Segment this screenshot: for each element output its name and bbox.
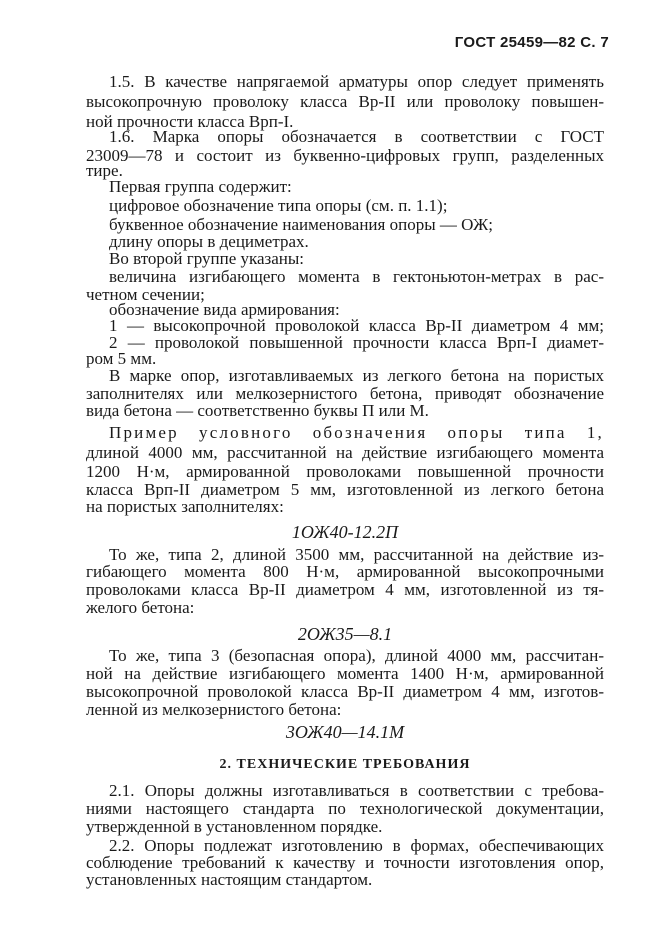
page-header: ГОСТ 25459—82 С. 7 bbox=[454, 34, 609, 51]
text-line: 1.6. Марка опоры обозначается в соответствии с ГОСТ bbox=[109, 127, 604, 146]
text-line: ной на действие изгибающего момента 1400 Н·м, армированной bbox=[86, 664, 604, 683]
text-line: величина изгибающего момента в гектоньютон-метрах в рас- bbox=[109, 267, 604, 286]
text-line: ленной из мелкозернистого бетона: bbox=[86, 700, 342, 719]
text-line: буквенное обозначение наименования опоры — ОЖ; bbox=[109, 215, 493, 234]
text-line: 2.1. Опоры должны изготавливаться в соответствии с требова- bbox=[109, 781, 604, 800]
text-line: 1.5. В качестве напрягаемой арматуры опор следует применять bbox=[109, 72, 604, 91]
text-line: класса Врп-II диаметром 5 мм, изготовленной из легкого бетона bbox=[86, 480, 604, 499]
text-line: соблюдение требований к качеству и точности изготовления опор, bbox=[86, 853, 604, 872]
text-line: Во второй группе указаны: bbox=[109, 249, 305, 268]
text-line: тире. bbox=[86, 161, 123, 180]
text-line: То же, типа 2, длиной 3500 мм, рассчитанной на действие из- bbox=[109, 545, 604, 564]
section-heading: 2. ТЕХНИЧЕСКИЕ ТРЕБОВАНИЯ bbox=[219, 757, 471, 772]
text-line: установленных настоящим стандартом. bbox=[86, 870, 373, 889]
text-line: 2 — проволокой повышенной прочности класса Врп-I диамет- bbox=[109, 333, 604, 352]
text-line: 1200 Н·м, армированной проволоками повышенной прочности bbox=[86, 462, 604, 481]
text-line: проволоками класса Вр-II диаметром 4 мм, изготовленной из тя- bbox=[86, 580, 604, 599]
text-line: ниями настоящего стандарта по технологической документации, bbox=[86, 799, 604, 818]
text-line: на пористых заполнителях: bbox=[86, 497, 284, 516]
text-line: утвержденной в установленном порядке. bbox=[86, 817, 383, 836]
text-line: То же, типа 3 (безопасная опора), длиной 4000 мм, рассчитан- bbox=[109, 646, 604, 665]
text-line: длину опоры в дециметрах. bbox=[109, 232, 309, 251]
text-line: 23009—78 и состоит из буквенно-цифровых групп, разделенных bbox=[86, 146, 604, 165]
designation-example: 3ОЖ40—14.1М bbox=[285, 722, 405, 742]
text-line: 2.2. Опоры подлежат изготовлению в формах, обеспечивающих bbox=[109, 836, 604, 855]
text-line: ром 5 мм. bbox=[86, 349, 157, 368]
text-line: гибающего момента 800 Н·м, армированной высокопрочными bbox=[86, 562, 604, 581]
text-line: Пример условного обозначения опоры типа 1, bbox=[109, 423, 604, 442]
text-line: четном сечении; bbox=[86, 285, 205, 304]
text-line: длиной 4000 мм, рассчитанной на действие изгибающего момента bbox=[86, 443, 604, 462]
text-line: обозначение вида армирования: bbox=[109, 300, 340, 319]
text-line: ной прочности класса Врп-I. bbox=[86, 112, 294, 131]
text-line: заполнителях или мелкозернистого бетона, приводят обозначение bbox=[86, 384, 604, 403]
text-line: 1 — высокопрочной проволокой класса Вр-II диаметром 4 мм; bbox=[109, 316, 604, 335]
text-line: высокопрочную проволоку класса Вр-II или проволоку повышен- bbox=[86, 92, 604, 111]
text-line: В марке опор, изготавливаемых из легкого бетона на пористых bbox=[109, 366, 604, 385]
text-line: вида бетона — соответственно буквы П или М. bbox=[86, 401, 429, 420]
text-line: цифровое обозначение типа опоры (см. п. 1.1); bbox=[109, 196, 448, 215]
text-line: высокопрочной проволокой класса Вр-II диаметром 4 мм, изготов- bbox=[86, 682, 604, 701]
designation-example: 2ОЖ35—8.1 bbox=[297, 624, 393, 644]
designation-example: 1ОЖ40-12.2П bbox=[291, 522, 399, 542]
text-line: желого бетона: bbox=[86, 598, 195, 617]
text-line: Первая группа содержит: bbox=[109, 177, 292, 196]
